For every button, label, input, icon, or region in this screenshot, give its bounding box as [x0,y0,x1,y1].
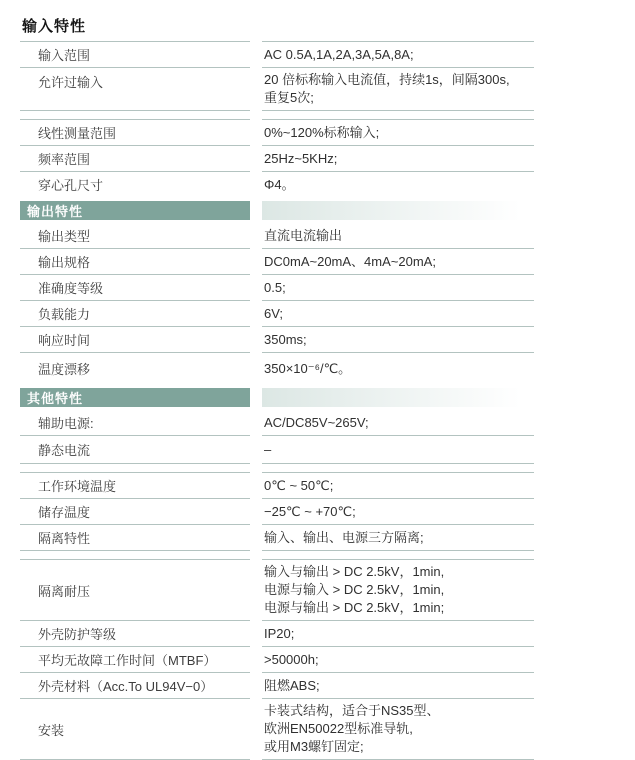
spec-row [20,699,623,760]
row-value [262,249,534,275]
row-label [20,647,250,673]
row-value [262,42,534,68]
row-value [262,146,534,172]
section-title: 输出特性 [27,204,84,219]
row-spacer [534,223,623,249]
column-gap [250,499,262,525]
column-gap [250,275,262,301]
column-gap [250,249,262,275]
spec-row [20,499,623,525]
row-spacer [534,68,623,111]
column-gap [250,410,262,436]
row-spacer [534,146,623,172]
column-gap [250,327,262,353]
row-value [262,699,534,760]
row-value-line: 卡装式结构，适合于NS35型、 [264,703,440,718]
row-spacer [534,353,623,384]
row-label-text: 输出类型 [38,229,91,244]
row-label [20,621,250,647]
row-value [262,673,534,699]
column-gap [250,621,262,647]
spec-row [20,410,623,436]
row-value-line: 6V; [264,305,284,321]
column-gap [250,172,262,197]
row-value [262,499,534,525]
row-value-line: 欧洲EN50022型标准导轨, [264,721,413,736]
spec-row [20,301,623,327]
spec-row [20,559,623,621]
row-value-line: 直流电流输出 [264,227,343,243]
row-value-line: 20 倍标称输入电流值，持续1s，间隔300s, [264,72,510,87]
spec-row [20,327,623,353]
row-spacer [534,673,623,699]
row-value [262,353,534,384]
row-value-line: 350ms; [264,331,307,347]
row-label [20,353,250,384]
row-label-text: 响应时间 [38,333,91,348]
row-label-text: 静态电流 [38,443,91,458]
row-label [20,42,250,68]
row-spacer [534,410,623,436]
row-label [20,499,250,525]
row-spacer [534,559,623,621]
row-label-text: 输入范围 [38,48,91,63]
row-spacer [534,621,623,647]
row-value-line: 0%~120%标称输入; [264,124,380,140]
row-label-text: 温度漂移 [38,362,91,377]
column-gap [250,42,262,68]
row-label-text: 允许过输入 [38,75,104,90]
row-value-line: >50000h; [264,651,319,667]
row-value [262,472,534,499]
section-header-other-characteristics [20,388,623,407]
row-label-text: 外壳防护等级 [38,627,117,642]
row-label [20,559,250,621]
row-label [20,223,250,249]
row-spacer [534,172,623,197]
row-label-text: 辅助电源: [38,416,94,431]
column-gap [250,119,262,146]
row-value-line: Φ4。 [264,176,295,192]
row-value [262,327,534,353]
row-value-line: 电源与输出 > DC 2.5kV，1min; [264,600,445,615]
section-title-bar [20,201,250,220]
spec-row [20,525,623,551]
row-value-line: – [264,441,272,457]
column-gap [250,10,262,42]
section-title-bar [20,388,250,407]
row-label-text: 安装 [38,722,65,738]
row-value-line: DC0mA~20mA、4mA~20mA; [264,253,436,269]
row-label-text: 外壳材料（Acc.To UL94V−0） [38,679,214,694]
row-spacer [534,119,623,146]
row-spacer [534,436,623,464]
row-value-line: 输入、输出、电源三方隔离; [264,529,424,545]
row-spacer [534,699,623,760]
row-label [20,410,250,436]
row-spacer [534,499,623,525]
row-value [262,621,534,647]
row-label-text: 隔离特性 [38,531,91,546]
row-value-line: 350×10⁻⁶/℃。 [264,360,352,376]
row-value [262,68,534,111]
row-label [20,327,250,353]
spec-row [20,146,623,172]
row-spacer [534,42,623,68]
row-spacer [534,10,623,42]
section-header-left [20,10,250,42]
spec-row [20,223,623,249]
row-spacer [534,525,623,551]
column-gap [250,472,262,499]
row-label-text: 储存温度 [38,505,91,520]
spec-row [20,42,623,68]
row-spacer [534,647,623,673]
spec-row [20,647,623,673]
row-label [20,699,250,760]
row-label [20,275,250,301]
row-value-line: 0℃ ~ 50℃; [264,477,334,493]
row-value-line: 或用M3螺钉固定; [264,739,364,754]
row-value [262,525,534,551]
row-value-line: 0.5; [264,279,286,295]
row-label [20,119,250,146]
row-label [20,472,250,499]
row-spacer [534,472,623,499]
row-label-text: 隔离耐压 [38,583,91,599]
section-title: 输入特性 [22,18,87,35]
column-gap [250,301,262,327]
row-value-line: AC 0.5A,1A,2A,3A,5A,8A; [264,46,414,62]
row-value [262,436,534,464]
row-spacer [534,301,623,327]
section-title: 其他特性 [27,391,84,406]
row-value-line: AC/DC85V~265V; [264,414,369,430]
spec-row [20,353,623,384]
column-gap [250,647,262,673]
section-header-input-characteristics [20,10,623,42]
row-value [262,275,534,301]
row-value-line: −25℃ ~ +70℃; [264,503,356,519]
row-value [262,119,534,146]
spec-row [20,68,623,111]
row-label-text: 准确度等级 [38,281,104,296]
section-header-output-characteristics [20,201,623,220]
row-label [20,525,250,551]
spec-row [20,621,623,647]
row-label [20,673,250,699]
column-gap [250,525,262,551]
spec-row [20,275,623,301]
row-value-line: 25Hz~5KHz; [264,150,338,166]
row-spacer [534,388,623,407]
row-label [20,436,250,464]
row-label-text: 线性测量范围 [38,126,117,141]
section-header-light-bar [262,201,534,220]
spec-row [20,673,623,699]
row-value [262,172,534,197]
row-label [20,172,250,197]
column-gap [250,353,262,384]
row-value-line: 电源与输入 > DC 2.5kV，1min, [264,582,445,597]
row-value-line: 输入与输出 > DC 2.5kV，1min, [264,564,445,579]
column-gap [250,201,262,220]
column-gap [250,559,262,621]
row-label-text: 工作环境温度 [38,479,117,494]
spec-table [20,10,623,760]
row-value [262,647,534,673]
column-gap [250,699,262,760]
column-gap [250,68,262,111]
row-label [20,68,250,111]
column-gap [250,388,262,407]
row-value [262,559,534,621]
column-gap [250,436,262,464]
row-value-line: IP20; [264,625,295,641]
row-label [20,146,250,172]
row-label-text: 负载能力 [38,307,91,322]
section-header-light-bar [262,388,534,407]
row-spacer [534,275,623,301]
spec-row [20,249,623,275]
row-value-line: 阻燃ABS; [264,677,320,693]
row-label [20,249,250,275]
row-label-text: 输出规格 [38,255,91,270]
spec-row [20,172,623,197]
column-gap [250,146,262,172]
row-spacer [534,249,623,275]
row-value [262,223,534,249]
row-value [262,410,534,436]
row-label-text: 穿心孔尺寸 [38,178,104,193]
spec-row [20,436,623,464]
row-label-text: 平均无故障工作时间（MTBF） [38,653,217,668]
row-spacer [534,327,623,353]
row-value-line: 重复5次; [264,90,314,105]
row-value [262,301,534,327]
row-label [20,301,250,327]
section-header-underline [262,10,534,42]
column-gap [250,223,262,249]
row-label-text: 频率范围 [38,152,91,167]
spec-row [20,119,623,146]
spec-row [20,472,623,499]
row-spacer [534,201,623,220]
column-gap [250,673,262,699]
